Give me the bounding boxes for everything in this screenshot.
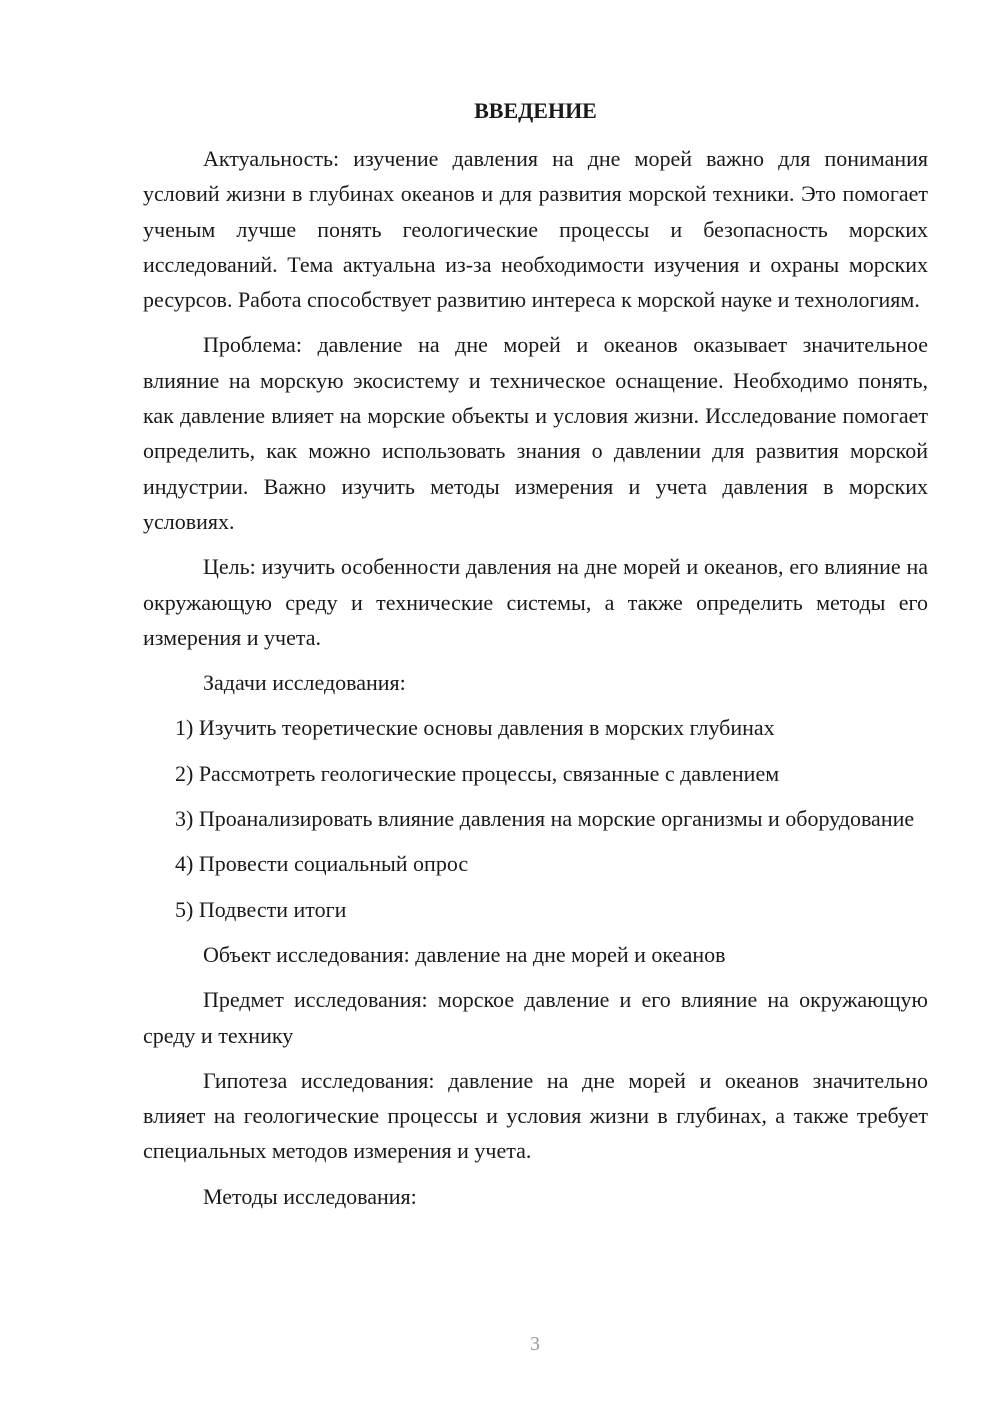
paragraph-hypothesis: Гипотеза исследования: давление на дне морей и океанов значительно влияет на геологические процессы и условия жизни в глубинах, а также требует специальных методов измерения и учета.	[143, 1067, 928, 1164]
task-item-1: 1) Изучить теоретические основы давления в морских глубинах	[175, 715, 775, 741]
page-content	[143, 97, 928, 1224]
page-title: ВВЕДЕНИЕ	[474, 98, 597, 123]
paragraph-tasks-heading: Задачи исследования:	[203, 670, 406, 696]
paragraph-methods: Методы исследования:	[203, 1183, 417, 1209]
paragraph-problem: Проблема: давление на дне морей и океанов оказывает значительное влияние на морскую экосистему и техническое оснащение. Необходимо понять, как давление влияет на морские объекты и условия жизни. Исследование помогает определить, как можно использовать знания о давлении для развития морской индустрии. Важно изучить методы измерения и учета давления в морских условиях.	[143, 332, 928, 534]
paragraph-subject: Предмет исследования: морское давление и его влияние на окружающую среду и технику	[143, 987, 928, 1048]
task-item-4: 4) Провести социальный опрос	[175, 851, 469, 877]
paragraph-relevance: Актуальность: изучение давления на дне морей важно для понимания условий жизни в глубинах океанов и для развития морской техники. Это помогает ученым лучше понять геологические процессы и безопасность морских исследований. Тема актуальна из-за необходимости изучения и охраны морских ресурсов. Работа способствует развитию интереса к морской науке и технологиям.	[143, 146, 928, 313]
task-item-2: 2) Рассмотреть геологические процессы, связанные с давлением	[175, 760, 780, 786]
paragraph-object: Объект исследования: давление на дне морей и океанов	[203, 941, 726, 967]
task-item-5: 5) Подвести итоги	[175, 896, 347, 922]
page-number: 3	[530, 1333, 540, 1355]
paragraph-goal: Цель: изучить особенности давления на дне морей и океанов, его влияние на окружающую среду и технические системы, а также определить методы его измерения и учета.	[143, 554, 928, 650]
task-item-3: 3) Проанализировать влияние давления на морские организмы и оборудование	[175, 806, 915, 832]
